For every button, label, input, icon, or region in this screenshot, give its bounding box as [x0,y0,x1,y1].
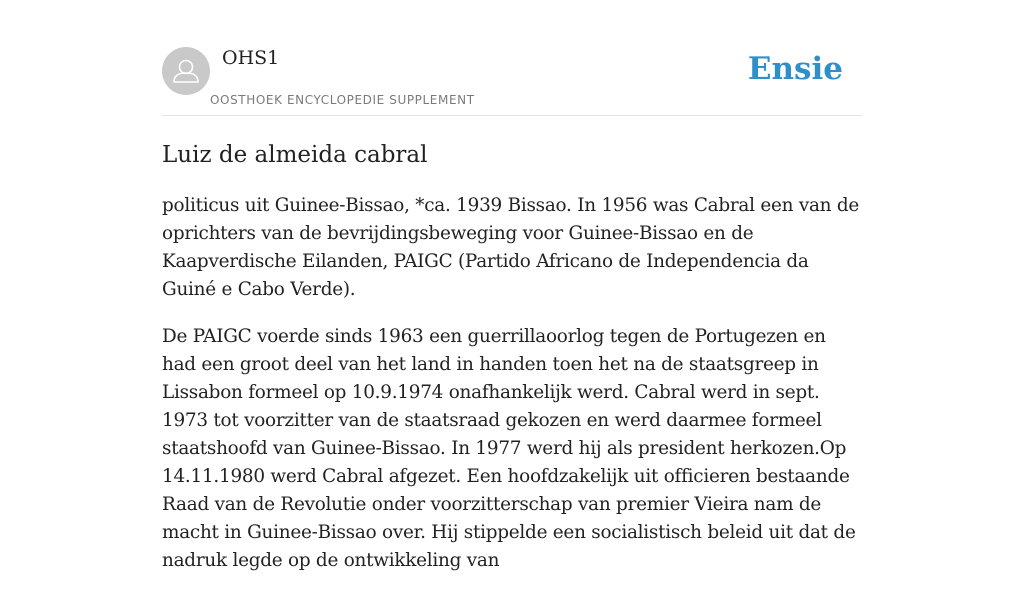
site-logo[interactable]: Ensie [747,51,843,87]
author-name[interactable]: OHS1 [222,47,280,69]
header [162,0,862,116]
publication-name[interactable]: OOSTHOEK ENCYCLOPEDIE SUPPLEMENT [210,93,475,107]
article-paragraph: politicus uit Guinee-Bissao, *ca. 1939 Bissao. In 1956 was Cabral een van de oprichters van de bevrijdingsbeweging voor Guinee-Bissao en de Kaapverdische Eilanden, PAIGC (Partido Africano de Independencia da Guiné e Cabo Verde). [162,195,860,300]
article-body [162,192,862,594]
article-paragraph: De PAIGC voerde sinds 1963 een guerrillaoorlog tegen de Portugezen en had een groot deel van het land in handen toen het na de staatsgreep in Lissabon formeel op 10.9.1974 onafhankelijk werd. Cabral werd in sept. 1973 tot voorzitter van de staatsraad gekozen en werd daarmee formeel staatshoofd van Guinee-Bissao. In 1977 werd hij als president herkozen.Op 14.11.1980 werd Cabral afgezet. Een hoofdzakelijk uit officieren bestaande Raad van de Revolutie onder voorzitterschap van premier Vieira nam de macht in Guinee-Bissao over. Hij stippelde een socialistisch beleid uit dat de nadruk legde op de ontwikkeling van [162,326,856,571]
page [162,0,862,571]
user-icon [162,47,210,95]
avatar[interactable] [162,47,210,95]
article-title: Luiz de almeida cabral [162,142,428,168]
